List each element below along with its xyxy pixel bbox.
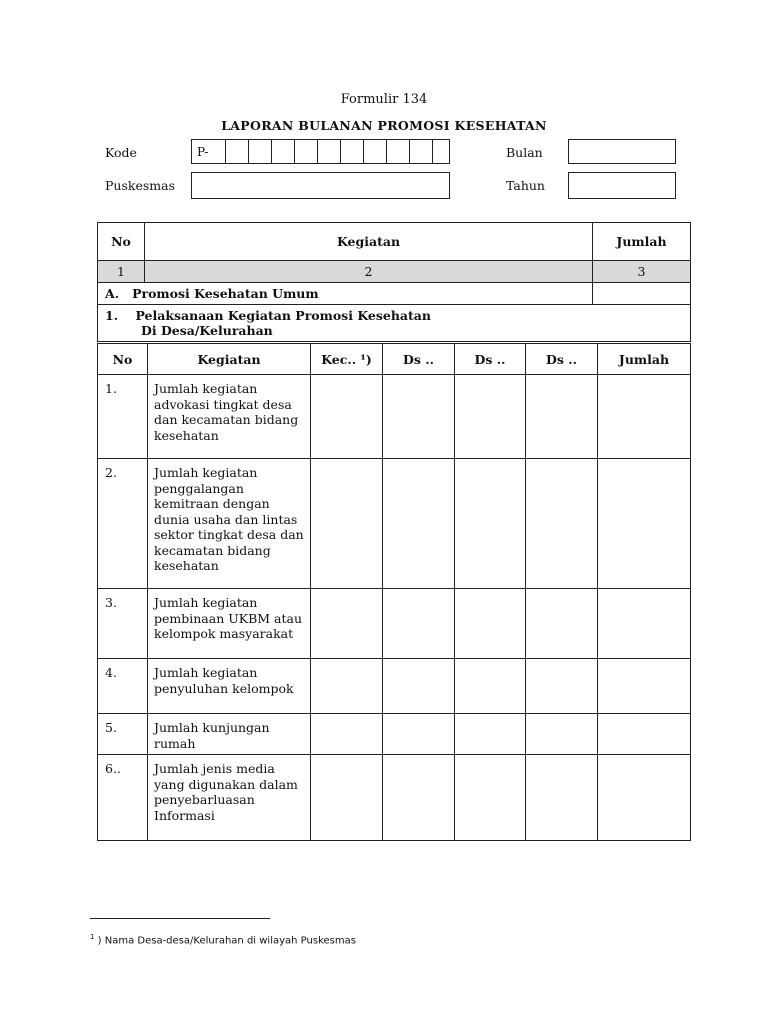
footnote-text: ) Nama Desa-desa/Kelurahan di wilayah Puskesmas — [94, 935, 356, 947]
row-number: 1. — [98, 375, 148, 459]
table-row — [98, 589, 691, 659]
cell-input[interactable] — [455, 375, 526, 459]
cell-input[interactable] — [311, 659, 383, 714]
row-kegiatan: Jumlah kegiatan penggalangan kemitraan dengan dunia usaha dan lintas sektor tingkat desa dan kecamatan bidang kesehatan — [148, 459, 311, 589]
bulan-field[interactable] — [568, 139, 676, 164]
kode-label: Kode — [105, 145, 137, 160]
cell-input[interactable] — [598, 375, 691, 459]
cell-input[interactable] — [598, 755, 691, 841]
cell-input[interactable] — [383, 659, 455, 714]
cell-input[interactable] — [383, 375, 455, 459]
table-row — [98, 659, 691, 714]
puskesmas-label: Puskesmas — [105, 178, 175, 193]
cell-input[interactable] — [311, 589, 383, 659]
kode-digit-box[interactable] — [386, 140, 409, 163]
row-number: 6.. — [98, 755, 148, 841]
sub-header-desa: Ds .. — [455, 344, 526, 375]
table-row — [98, 375, 691, 459]
section-a-title: A. Promosi Kesehatan Umum — [98, 283, 593, 305]
row-kegiatan: Jumlah kunjungan rumah — [148, 714, 311, 755]
cell-input[interactable] — [598, 714, 691, 755]
cell-input[interactable] — [598, 589, 691, 659]
cell-input[interactable] — [311, 755, 383, 841]
cell-input[interactable] — [526, 755, 598, 841]
section-a-jumlah[interactable] — [593, 283, 691, 305]
sub-header-kecamatan: Kec.. ¹) — [311, 344, 383, 375]
kode-digit-box[interactable] — [317, 140, 340, 163]
kode-digit-box[interactable] — [340, 140, 363, 163]
cell-input[interactable] — [383, 755, 455, 841]
cell-input[interactable] — [311, 375, 383, 459]
row-number: 3. — [98, 589, 148, 659]
kode-digit-box[interactable] — [225, 140, 248, 163]
kode-field[interactable] — [191, 139, 450, 164]
sub-header-jumlah: Jumlah — [598, 344, 691, 375]
kode-digit-box[interactable] — [409, 140, 432, 163]
cell-input[interactable] — [455, 714, 526, 755]
kode-digit-box[interactable] — [432, 140, 449, 163]
footnote — [90, 933, 356, 946]
main-table — [97, 222, 691, 342]
tahun-label: Tahun — [506, 178, 545, 193]
tahun-field[interactable] — [568, 172, 676, 199]
footnote-marker: 1 — [90, 933, 95, 941]
subsection-1-title — [98, 305, 691, 342]
cell-input[interactable] — [598, 459, 691, 589]
column-number: 2 — [145, 261, 593, 283]
activity-table — [97, 343, 691, 841]
row-kegiatan: Jumlah jenis media yang digunakan dalam penyebarluasan Informasi — [148, 755, 311, 841]
kode-digit-box[interactable] — [271, 140, 294, 163]
kode-prefix: P- — [197, 145, 209, 159]
kode-digit-box[interactable] — [363, 140, 386, 163]
sub-header-desa: Ds .. — [526, 344, 598, 375]
cell-input[interactable] — [455, 459, 526, 589]
row-kegiatan: Jumlah kegiatan advokasi tingkat desa dan kecamatan bidang kesehatan — [148, 375, 311, 459]
footnote-divider — [90, 918, 270, 919]
cell-input[interactable] — [311, 714, 383, 755]
subsection-1-line1: 1. Pelaksanaan Kegiatan Promosi Kesehatan — [105, 308, 431, 323]
form-number: Formulir 134 — [340, 92, 428, 107]
table-row — [98, 755, 691, 841]
cell-input[interactable] — [526, 659, 598, 714]
table-row — [98, 459, 691, 589]
cell-input[interactable] — [455, 755, 526, 841]
header-kegiatan: Kegiatan — [145, 223, 593, 261]
column-number: 1 — [98, 261, 145, 283]
cell-input[interactable] — [383, 714, 455, 755]
row-kegiatan: Jumlah kegiatan penyuluhan kelompok — [148, 659, 311, 714]
cell-input[interactable] — [383, 589, 455, 659]
row-number: 4. — [98, 659, 148, 714]
subsection-1-line2: Di Desa/Kelurahan — [141, 323, 273, 338]
puskesmas-field[interactable] — [191, 172, 450, 199]
cell-input[interactable] — [526, 714, 598, 755]
cell-input[interactable] — [526, 589, 598, 659]
sub-header-desa: Ds .. — [383, 344, 455, 375]
cell-input[interactable] — [526, 459, 598, 589]
bulan-label: Bulan — [506, 145, 543, 160]
column-number: 3 — [593, 261, 691, 283]
cell-input[interactable] — [455, 589, 526, 659]
cell-input[interactable] — [455, 659, 526, 714]
kode-digit-box[interactable] — [294, 140, 317, 163]
row-kegiatan: Jumlah kegiatan pembinaan UKBM atau kelompok masyarakat — [148, 589, 311, 659]
sub-header-kegiatan: Kegiatan — [148, 344, 311, 375]
row-number: 5. — [98, 714, 148, 755]
page-title: LAPORAN BULANAN PROMOSI KESEHATAN — [221, 118, 547, 133]
table-row — [98, 714, 691, 755]
cell-input[interactable] — [383, 459, 455, 589]
cell-input[interactable] — [526, 375, 598, 459]
header-no: No — [98, 223, 145, 261]
sub-header-no: No — [98, 344, 148, 375]
kode-digit-box[interactable] — [248, 140, 271, 163]
row-number: 2. — [98, 459, 148, 589]
cell-input[interactable] — [598, 659, 691, 714]
cell-input[interactable] — [311, 459, 383, 589]
header-jumlah: Jumlah — [593, 223, 691, 261]
